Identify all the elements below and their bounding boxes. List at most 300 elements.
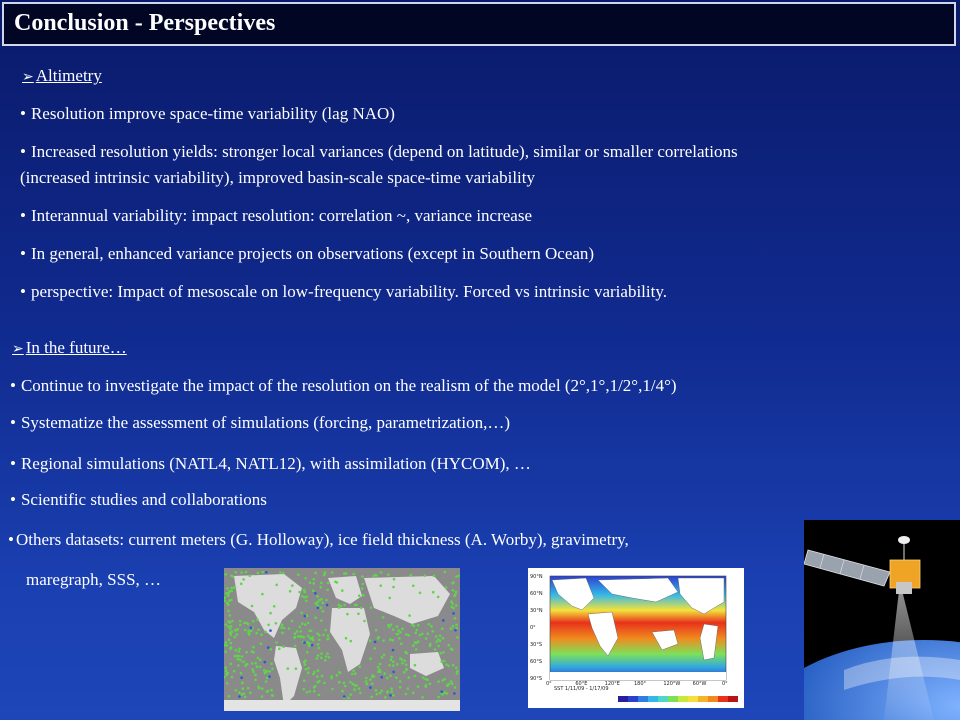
float-marker xyxy=(405,664,408,667)
sst-map-graphic xyxy=(528,568,744,708)
float-marker xyxy=(456,636,459,639)
float-marker xyxy=(380,676,383,679)
float-marker xyxy=(412,644,415,647)
float-marker xyxy=(390,656,393,659)
float-marker xyxy=(450,680,453,683)
float-marker xyxy=(345,637,348,640)
float-marker xyxy=(294,632,297,635)
float-marker xyxy=(237,658,240,661)
float-marker xyxy=(451,649,454,652)
float-marker xyxy=(230,599,233,602)
float-marker xyxy=(343,682,346,685)
float-marker xyxy=(414,664,417,667)
float-marker xyxy=(287,667,290,670)
float-marker xyxy=(432,591,435,594)
float-marker xyxy=(303,641,306,644)
sst-colorbar-swatch xyxy=(708,696,718,702)
float-marker xyxy=(322,602,325,605)
float-marker xyxy=(345,572,348,575)
float-marker xyxy=(257,572,260,575)
float-marker xyxy=(316,601,319,604)
bullet-item: • Others datasets: current meters (G. Holloway), ice field thickness (A. Worby), gravimetry, xyxy=(8,530,629,549)
float-marker xyxy=(311,644,314,647)
float-marker xyxy=(390,623,393,626)
float-marker xyxy=(298,591,301,594)
float-marker xyxy=(417,624,420,627)
float-marker xyxy=(404,660,407,663)
float-marker xyxy=(247,687,250,690)
float-marker xyxy=(424,574,427,577)
float-marker xyxy=(453,692,456,695)
sst-lon-label: 120°E xyxy=(604,681,620,687)
float-marker xyxy=(456,672,459,675)
float-marker xyxy=(400,643,403,646)
float-marker xyxy=(443,660,446,663)
float-marker xyxy=(382,639,385,642)
float-marker xyxy=(354,672,357,675)
float-marker xyxy=(303,679,306,682)
float-marker xyxy=(343,695,346,698)
float-marker xyxy=(429,683,432,686)
float-marker xyxy=(334,581,337,584)
float-marker xyxy=(251,650,254,653)
float-marker xyxy=(271,694,274,697)
float-marker xyxy=(389,638,392,641)
float-marker xyxy=(279,571,282,574)
sst-lon-label: 0° xyxy=(722,681,728,687)
float-marker xyxy=(379,692,382,695)
float-marker xyxy=(383,654,386,657)
float-marker xyxy=(265,571,268,574)
float-marker xyxy=(377,637,380,640)
float-marker xyxy=(245,571,248,574)
float-marker xyxy=(403,671,406,674)
float-marker xyxy=(441,693,444,696)
float-marker xyxy=(278,647,281,650)
float-marker xyxy=(320,619,323,622)
float-marker xyxy=(259,658,262,661)
sst-map-image xyxy=(528,568,744,708)
float-marker xyxy=(446,685,449,688)
float-marker xyxy=(304,615,307,618)
float-marker xyxy=(316,632,319,635)
float-marker xyxy=(443,678,446,681)
sst-colorbar-swatch xyxy=(668,696,678,702)
float-marker xyxy=(325,629,328,632)
float-marker xyxy=(442,619,445,622)
float-marker xyxy=(308,645,311,648)
float-marker xyxy=(227,592,230,595)
float-marker xyxy=(235,689,238,692)
float-marker xyxy=(349,693,352,696)
float-marker xyxy=(371,682,374,685)
float-marker xyxy=(391,639,394,642)
float-marker xyxy=(229,614,232,617)
float-marker xyxy=(455,604,458,607)
float-marker xyxy=(327,637,330,640)
float-marker xyxy=(381,690,384,693)
float-marker xyxy=(314,616,317,619)
float-marker xyxy=(322,610,325,613)
sst-lon-label: 180° xyxy=(634,681,647,687)
float-marker xyxy=(281,632,284,635)
float-marker xyxy=(451,602,454,605)
float-marker xyxy=(229,628,232,631)
float-marker xyxy=(244,696,247,699)
float-marker xyxy=(414,675,417,678)
float-marker xyxy=(303,636,306,639)
float-marker xyxy=(250,626,253,629)
float-marker xyxy=(236,628,239,631)
float-marker xyxy=(455,667,458,670)
sst-colorbar-swatch xyxy=(728,696,738,702)
float-marker xyxy=(322,634,325,637)
float-marker xyxy=(408,676,411,679)
float-marker xyxy=(241,682,244,685)
bullet-item: • Interannual variability: impact resolution: correlation ~, variance increase xyxy=(20,206,532,225)
float-marker xyxy=(234,629,237,632)
float-marker xyxy=(312,578,315,581)
float-marker xyxy=(232,575,235,578)
float-marker xyxy=(399,686,402,689)
sst-lat-label: 30°N xyxy=(530,608,543,614)
float-marker xyxy=(249,692,252,695)
float-marker xyxy=(450,627,453,630)
float-marker xyxy=(320,657,323,660)
float-marker xyxy=(299,630,302,633)
float-marker xyxy=(318,639,321,642)
float-marker xyxy=(388,626,391,629)
float-marker xyxy=(289,590,292,593)
float-marker xyxy=(254,662,257,665)
float-marker xyxy=(358,594,361,597)
sst-lat-label: 30°S xyxy=(530,642,543,648)
float-marker xyxy=(395,676,398,679)
float-marker xyxy=(434,648,437,651)
float-marker xyxy=(452,664,455,667)
float-marker xyxy=(297,573,300,576)
float-marker xyxy=(227,603,230,606)
float-marker xyxy=(390,690,393,693)
float-marker xyxy=(455,624,458,627)
float-marker xyxy=(261,695,264,698)
float-marker xyxy=(393,578,396,581)
float-marker xyxy=(392,664,395,667)
float-marker xyxy=(288,627,291,630)
float-marker xyxy=(365,677,368,680)
float-marker xyxy=(390,659,393,662)
float-marker xyxy=(452,589,455,592)
float-marker xyxy=(309,637,312,640)
float-marker xyxy=(239,659,242,662)
section-heading-future: ➢ In the future… xyxy=(12,338,127,357)
float-marker xyxy=(417,685,420,688)
float-marker xyxy=(312,673,315,676)
float-marker xyxy=(251,668,254,671)
float-marker xyxy=(233,636,236,639)
float-marker xyxy=(225,641,228,644)
sst-lat-label: 90°N xyxy=(530,574,543,580)
float-marker xyxy=(242,687,245,690)
float-marker xyxy=(456,670,459,673)
float-marker xyxy=(435,635,438,638)
float-marker xyxy=(446,692,449,695)
float-marker xyxy=(316,595,319,598)
float-marker xyxy=(229,647,232,650)
argo-floats-map-image xyxy=(224,568,460,711)
float-marker xyxy=(437,638,440,641)
sst-colorbar-swatch xyxy=(648,696,658,702)
float-marker xyxy=(305,668,308,671)
float-marker xyxy=(410,574,413,577)
bullet-item: • In general, enhanced variance projects on observations (except in Southern Ocean) xyxy=(20,244,595,263)
sst-lon-label: 0° xyxy=(546,681,552,687)
bullet-item: • Systematize the assessment of simulations (forcing, parametrization,…) xyxy=(10,413,511,432)
float-marker xyxy=(452,625,455,628)
float-marker xyxy=(230,590,233,593)
float-marker xyxy=(249,574,252,577)
float-marker xyxy=(382,616,385,619)
float-marker xyxy=(273,605,276,608)
float-marker xyxy=(374,641,377,644)
float-marker xyxy=(397,633,400,636)
float-marker xyxy=(412,585,415,588)
float-marker xyxy=(430,625,433,628)
float-marker xyxy=(320,582,323,585)
sst-lat-label: 60°N xyxy=(530,591,543,597)
float-marker xyxy=(318,680,321,683)
float-marker xyxy=(389,694,392,697)
float-marker xyxy=(296,630,299,633)
float-marker xyxy=(369,678,372,681)
float-marker xyxy=(303,661,306,664)
float-marker xyxy=(396,625,399,628)
float-marker xyxy=(417,640,420,643)
sst-colorbar-swatch xyxy=(678,696,688,702)
float-marker xyxy=(326,589,329,592)
float-marker xyxy=(377,666,380,669)
float-marker xyxy=(388,597,391,600)
float-marker xyxy=(407,634,410,637)
float-marker xyxy=(239,624,242,627)
bullet-item: • Resolution improve space-time variability (lag NAO) xyxy=(20,104,395,123)
float-marker xyxy=(226,682,229,685)
float-marker xyxy=(304,663,307,666)
float-marker xyxy=(270,662,273,665)
float-marker xyxy=(275,622,278,625)
float-marker xyxy=(294,645,297,648)
bullet-item: • Increased resolution yields: stronger local variances (depend on latitude), similar or smaller correlations xyxy=(20,142,738,161)
bullet-item: • Scientific studies and collaborations xyxy=(10,490,267,509)
float-marker xyxy=(228,695,231,698)
float-marker xyxy=(228,638,231,641)
float-marker xyxy=(226,587,229,590)
float-marker xyxy=(236,633,239,636)
float-marker xyxy=(363,620,366,623)
float-marker xyxy=(408,614,411,617)
float-marker xyxy=(325,599,328,602)
float-marker xyxy=(257,657,260,660)
float-marker xyxy=(242,661,245,664)
float-marker xyxy=(280,627,283,630)
float-marker xyxy=(326,604,329,607)
floats-map-graphic xyxy=(224,568,460,711)
float-marker xyxy=(233,670,236,673)
float-marker xyxy=(447,665,450,668)
float-marker xyxy=(293,637,296,640)
sst-lat-label: 60°S xyxy=(530,659,543,665)
float-marker xyxy=(379,663,382,666)
float-marker xyxy=(444,571,447,574)
float-marker xyxy=(262,571,265,574)
float-marker xyxy=(264,672,267,675)
float-marker xyxy=(369,639,372,642)
float-marker xyxy=(451,582,454,585)
float-marker xyxy=(392,661,395,664)
float-marker xyxy=(320,652,323,655)
float-marker xyxy=(275,584,278,587)
float-marker xyxy=(305,595,308,598)
float-marker xyxy=(399,680,402,683)
float-marker xyxy=(362,594,365,597)
float-marker xyxy=(227,595,230,598)
float-marker xyxy=(435,641,438,644)
float-marker xyxy=(386,691,389,694)
sst-colorbar-swatch xyxy=(658,696,668,702)
float-marker xyxy=(313,686,316,689)
float-marker xyxy=(375,689,378,692)
float-marker xyxy=(299,636,302,639)
sst-lon-label: 60°E xyxy=(575,681,588,687)
float-marker xyxy=(357,613,360,616)
float-marker xyxy=(401,658,404,661)
float-marker xyxy=(376,693,379,696)
float-marker xyxy=(359,665,362,668)
float-marker xyxy=(244,664,247,667)
float-marker xyxy=(267,624,270,627)
float-marker xyxy=(304,623,307,626)
float-marker xyxy=(383,672,386,675)
float-marker xyxy=(251,605,254,608)
float-marker xyxy=(414,632,417,635)
float-marker xyxy=(439,652,442,655)
float-marker xyxy=(405,652,408,655)
bullet-item-continuation: maregraph, SSS, … xyxy=(26,570,162,589)
float-marker xyxy=(282,645,285,648)
float-marker xyxy=(366,683,369,686)
float-marker xyxy=(227,625,230,628)
float-marker xyxy=(313,690,316,693)
float-marker xyxy=(377,670,380,673)
float-marker xyxy=(307,667,310,670)
float-marker xyxy=(244,629,247,632)
float-marker xyxy=(306,691,309,694)
float-marker xyxy=(386,677,389,680)
float-marker xyxy=(257,629,260,632)
float-marker xyxy=(405,633,408,636)
float-marker xyxy=(309,690,312,693)
float-marker xyxy=(419,592,422,595)
float-marker xyxy=(305,600,308,603)
float-marker xyxy=(231,620,234,623)
sst-colorbar-swatch xyxy=(638,696,648,702)
float-marker xyxy=(252,671,255,674)
float-marker xyxy=(401,662,404,665)
float-marker xyxy=(360,607,363,610)
float-marker xyxy=(237,664,240,667)
float-marker xyxy=(230,663,233,666)
sst-lat-label: 90°S xyxy=(530,676,543,682)
float-marker xyxy=(350,640,353,643)
float-marker xyxy=(299,626,302,629)
float-marker xyxy=(346,613,349,616)
float-marker xyxy=(392,694,395,697)
float-marker xyxy=(265,680,268,683)
bullet-item: • perspective: Impact of mesoscale on low-frequency variability. Forced vs intrinsic variability. xyxy=(20,282,667,301)
float-marker xyxy=(424,678,427,681)
float-marker xyxy=(427,633,430,636)
float-marker xyxy=(258,687,261,690)
float-marker xyxy=(407,687,410,690)
float-marker xyxy=(301,622,304,625)
float-marker xyxy=(283,627,286,630)
float-marker xyxy=(352,573,355,576)
float-marker xyxy=(238,695,241,698)
float-marker xyxy=(398,637,401,640)
float-marker xyxy=(369,686,372,689)
float-marker xyxy=(413,625,416,628)
float-marker xyxy=(309,629,312,632)
float-marker xyxy=(454,629,457,632)
float-marker xyxy=(375,629,378,632)
float-marker xyxy=(230,642,233,645)
float-marker xyxy=(320,598,323,601)
float-marker xyxy=(441,627,444,630)
float-marker xyxy=(414,641,417,644)
float-marker xyxy=(339,672,342,675)
float-marker xyxy=(270,689,273,692)
float-marker xyxy=(260,633,263,636)
float-marker xyxy=(225,592,228,595)
float-marker xyxy=(421,696,424,699)
float-marker xyxy=(437,596,440,599)
float-marker xyxy=(234,655,237,658)
float-marker xyxy=(437,680,440,683)
float-marker xyxy=(224,666,227,669)
float-marker xyxy=(311,636,314,639)
float-marker xyxy=(399,631,402,634)
float-marker xyxy=(291,620,294,623)
float-marker xyxy=(304,577,307,580)
float-marker xyxy=(343,604,346,607)
float-marker xyxy=(224,650,227,653)
float-marker xyxy=(324,571,327,574)
float-marker xyxy=(261,593,264,596)
float-marker xyxy=(405,693,408,696)
float-marker xyxy=(319,586,322,589)
float-marker xyxy=(254,674,257,677)
float-marker xyxy=(235,649,238,652)
float-marker xyxy=(381,656,384,659)
float-marker xyxy=(256,665,259,668)
float-marker xyxy=(358,687,361,690)
float-marker xyxy=(352,683,355,686)
float-marker xyxy=(362,583,365,586)
float-marker xyxy=(317,643,320,646)
float-marker xyxy=(252,646,255,649)
float-marker xyxy=(281,624,284,627)
float-marker xyxy=(312,589,315,592)
